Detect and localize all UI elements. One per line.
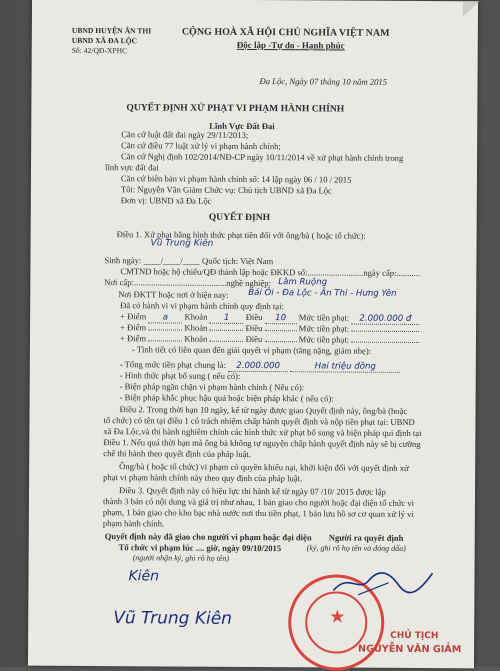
row-fine bbox=[351, 342, 419, 343]
aggravating-line: - Tình tiết có liên quan đến giải quyết vi phạm (tăng nặng, giảm nhẹ): bbox=[131, 344, 372, 356]
receipt-time: Tổ chức vi phạm lúc .... giờ, ngày 09/10/2015 bbox=[118, 542, 282, 554]
article-2-line: xã Đa Lộc,và thi hành nghiêm chỉnh các hình thức xử phạt bổ sung và biện pháp qui định tại bbox=[103, 426, 422, 439]
row-label: + Điểm bbox=[119, 333, 147, 344]
row-khoan-label: Khoản bbox=[184, 333, 208, 344]
row-dieu bbox=[265, 330, 297, 331]
issuer-title: Người ra quyết định bbox=[328, 532, 404, 543]
org-line-2: UBND XÃ ĐA LỘC bbox=[71, 35, 138, 46]
national-motto: Độc lập -Tự do - Hạnh phúc bbox=[236, 39, 345, 51]
ground-line: Đơn vị: UBND xã Đa Lộc bbox=[120, 195, 212, 206]
article-2-line: Ông/bà ( hoặc tổ chức) vi phạm có quyền khiếu nại, khởi kiện đối với quyết định xử bbox=[119, 461, 409, 473]
row-point bbox=[148, 329, 182, 330]
document-field: Lĩnh Vực Đất Đai bbox=[209, 120, 275, 132]
row-dieu bbox=[264, 341, 296, 342]
row-fine-label: Mức tiền phạt: bbox=[298, 312, 350, 323]
page-corner bbox=[463, 1, 479, 17]
receiver-signature: Kiên bbox=[128, 568, 160, 585]
issuer-signature bbox=[328, 562, 438, 603]
row-label: + Điểm bbox=[120, 311, 147, 322]
row-dieu: 10 bbox=[265, 313, 297, 325]
row-point: a bbox=[148, 312, 182, 324]
row-khoan bbox=[209, 341, 243, 342]
receipt-title: Quyết định này đã giao cho người vi phạm hoặc đại diện bbox=[104, 531, 312, 543]
signer-role: CHỦ TỊCH bbox=[390, 630, 439, 642]
article-3-line: phạm hành chính. bbox=[102, 518, 165, 529]
row-fine bbox=[351, 331, 419, 332]
additional-line: - Hình thức phạt bổ sung ( nếu có): bbox=[119, 370, 241, 381]
occupation-value: Làm Ruộng bbox=[278, 277, 328, 288]
article-2-line: tổ chức) có tên tại điều 1 có trách nhiệm chấp hành quyết định và nộp tiền phạt tại: UBND bbox=[103, 415, 415, 427]
prevent-line: - Biện pháp ngăn chặn vi phạm hành chính ( Nếu có): bbox=[119, 381, 305, 393]
row-dieu-label: Điều bbox=[245, 322, 263, 334]
row-fine-label: Mức tiền phạt: bbox=[298, 323, 350, 334]
total-number: 2.000.000 bbox=[228, 361, 288, 373]
issued-place-line: Nơi cấp:...........................................nghề nghiệp: bbox=[104, 277, 271, 289]
article-2-line: phạt vi phạm hành chính này theo quy định của pháp luật. bbox=[103, 472, 303, 484]
decision-number: Số: 42/QĐ-XPHC bbox=[71, 45, 128, 56]
ground-line: Căn cứ luật đất đai ngày 29/11/2013; bbox=[121, 129, 249, 140]
ground-line: Căn cứ Nghị định 102/2014/NĐ-CP ngày 10/11/2014 về xử phạt hành chính trong bbox=[121, 151, 404, 163]
article-1-lead: Điều 1. Xử phạt bằng hình thức phạt tiền đối với ông/bà ( hoặc tổ chức): bbox=[116, 229, 366, 241]
ground-line: Căn cứ điều 77 luật xử lý vi phạm hành chính; bbox=[121, 140, 281, 152]
row-khoan bbox=[210, 330, 244, 331]
total-label: - Tổng mức tiền phạt chung là: bbox=[119, 359, 227, 370]
article-3-line: phạm, 1 bản giao cho kho bạc nhà nước nơi thu tiền phạt, 1 bản lưu hồ sơ cơ quan xử lý vi bbox=[102, 507, 414, 519]
article-3-line: thành 3 bản có nội dung và giá trị như nhau, 1 bản giao cho người hoặc đại diện tổ chức vi bbox=[102, 496, 415, 508]
article-3-line: Điều 3. Quyết định này có hiệu lực thi hành kể từ ngày 07 /10/ 2015 được lập bbox=[119, 485, 386, 497]
row-khoan: 1 bbox=[210, 313, 244, 325]
residence-value: Bái Ôi - Đa Lộc - Ân Thi - Hưng Yên bbox=[248, 287, 397, 299]
row-point bbox=[148, 340, 182, 341]
row-khoan-label: Khoản bbox=[184, 311, 208, 322]
date-line: Đa Lộc, Ngày 07 tháng 10 năm 2015 bbox=[259, 76, 388, 87]
ground-line: Căn cứ biên bản vi phạm hành chính số: 14 lập ngày 06 / 10 / 2015 bbox=[120, 173, 352, 185]
receipt-note: (người nhận ký, ghi rõ họ tên) bbox=[132, 553, 230, 563]
row-khoan-label: Khoản bbox=[184, 322, 208, 333]
row-label: + Điểm bbox=[120, 322, 147, 333]
row-dieu-label: Điều bbox=[245, 333, 263, 345]
signer-name: NGUYỄN VĂN GIẢM bbox=[358, 643, 462, 656]
id-line: CMTND hoặc hộ chiếu/QĐ thành lập hoặc ĐKKD số:..........................ngày cấp:........... bbox=[120, 266, 421, 279]
seal-star-icon: ★ bbox=[329, 606, 346, 627]
article-2-line: Điều 1. Nếu quá thời hạn mà ông bà không tự nguyện chấp hành quyết định này sẽ bị cưỡng bbox=[103, 437, 421, 450]
violation-intro: Đã có hành vi vi phạm hành chính quy định tại: bbox=[120, 300, 284, 312]
issuer-note: (ký, ghi rõ họ tên và đóng dấu) bbox=[306, 543, 406, 553]
row-dieu-label: Điều bbox=[245, 311, 263, 323]
document-page bbox=[28, 0, 478, 668]
violator-name: Vũ Trung Kiên bbox=[150, 238, 214, 249]
ground-line: Tôi: Nguyễn Văn Giảm Chức vụ: Chủ tịch UBND xã Đa Lộc bbox=[120, 184, 332, 196]
receiver-name: Vũ Trung Kiên bbox=[113, 608, 233, 629]
row-fine-label: Mức tiền phạt: bbox=[298, 334, 350, 345]
article-2-line: chế thi hành theo quyết định của pháp luật. bbox=[103, 448, 252, 459]
total-words: Hai triệu đồng bbox=[290, 361, 400, 373]
org-line-1: UBND HUYỆN ÂN THI bbox=[71, 25, 152, 36]
birth-line: Sinh ngày: ____/____/____ Quốc tịch: Việt Nam bbox=[104, 255, 274, 267]
article-2-line: Điều 2. Trong thời hạn 10 ngày, kể từ ngày được giao Quyết định này, ông/bà (hoặc bbox=[119, 404, 408, 416]
ground-line: lĩnh vực đất đai bbox=[104, 162, 159, 173]
remedy-line: - Biện pháp khắc phục hậu quả hoặc biện pháp khác ( nếu có): bbox=[119, 392, 334, 404]
decision-heading: QUYẾT ĐỊNH bbox=[208, 211, 271, 224]
row-fine: 2.000.000 đ bbox=[351, 314, 419, 326]
document-title: QUYẾT ĐỊNH XỬ PHẠT VI PHẠM HÀNH CHÍNH bbox=[126, 102, 345, 115]
residence-label: Nơi ĐKTT hoặc nơi ở hiện nay: bbox=[118, 289, 229, 300]
nation-title: CỘNG HOÀ XÃ HỘI CHỦ NGHĨA VIỆT NAM bbox=[181, 26, 390, 39]
